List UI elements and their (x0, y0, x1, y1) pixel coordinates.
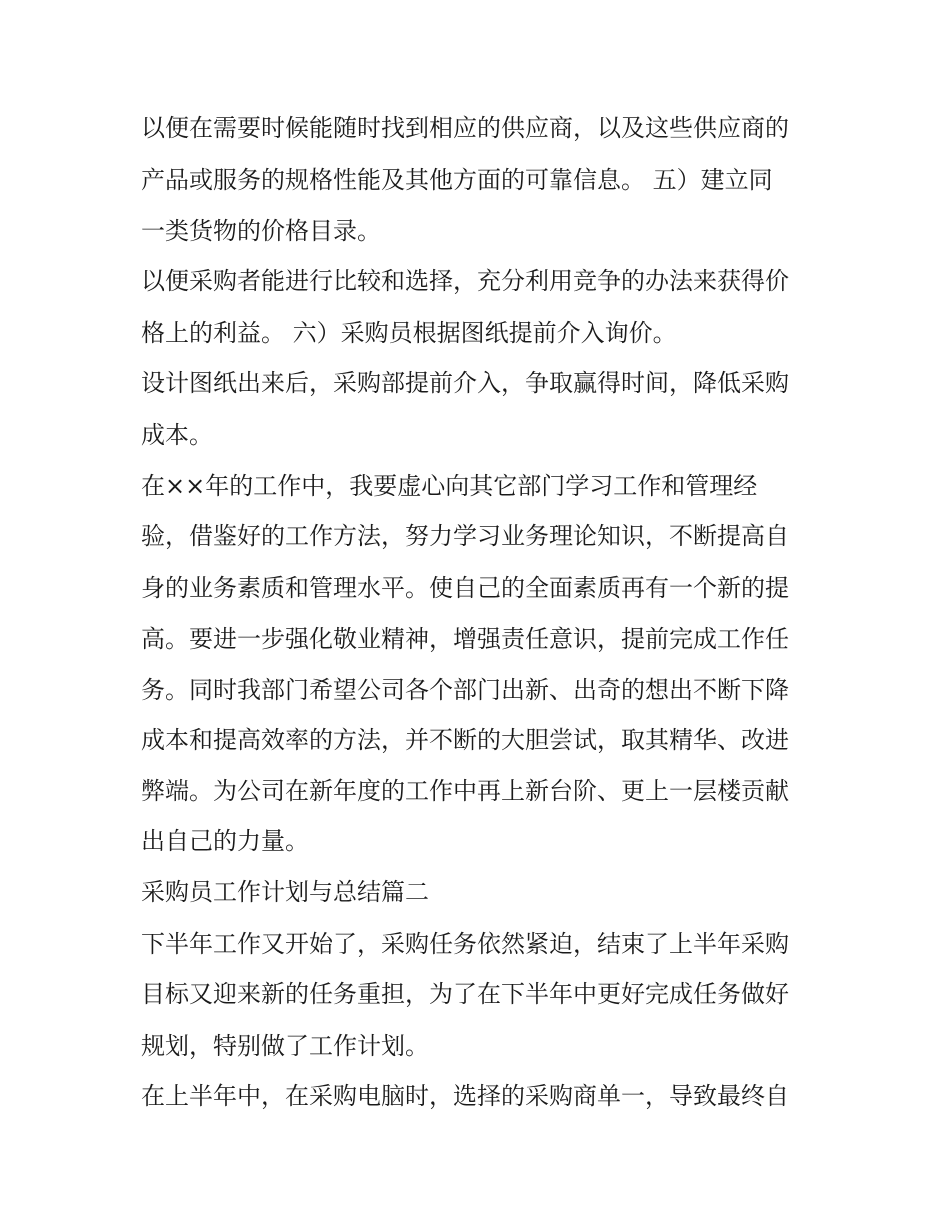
paragraph-line: 验，借鉴好的工作方法，努力学习业务理论知识，不断提高自 (141, 522, 789, 550)
paragraph-line: 在××年的工作中，我要虚心向其它部门学习工作和管理经 (141, 472, 758, 500)
paragraph-line: 高。要进一步强化敬业精神，增强责任意识，提前完成工作任 (141, 625, 789, 653)
paragraph-line: 身的业务素质和管理水平。使自己的全面素质再有一个新的提 (141, 574, 789, 602)
paragraph-line: 务。同时我部门希望公司各个部门出新、出奇的想出不断下降 (141, 676, 789, 704)
paragraph-line: 一类货物的价格目录。 (141, 217, 381, 245)
paragraph-line: 出自己的力量。 (141, 827, 309, 855)
paragraph-line: 以便在需要时候能随时找到相应的供应商，以及这些供应商的 (141, 114, 789, 142)
paragraph-line: 产品或服务的规格性能及其他方面的可靠信息。 五）建立同 (141, 166, 773, 194)
paragraph-line: 规划，特别做了工作计划。 (141, 1032, 429, 1060)
paragraph-line: 设计图纸出来后，采购部提前介入，争取赢得时间，降低采购 (141, 369, 789, 397)
paragraph-line: 以便采购者能进行比较和选择，充分利用竞争的办法来获得价 (141, 267, 789, 295)
section-heading: 采购员工作计划与总结篇二 (141, 878, 429, 906)
paragraph-line: 弊端。为公司在新年度的工作中再上新台阶、更上一层楼贡献 (141, 777, 789, 805)
paragraph-line: 目标又迎来新的任务重担，为了在下半年中更好完成任务做好 (141, 980, 789, 1008)
paragraph-line: 成本。 (141, 421, 213, 449)
paragraph-line: 成本和提高效率的方法，并不断的大胆尝试，取其精华、改进 (141, 726, 789, 754)
paragraph-line: 在上半年中，在采购电脑时，选择的采购商单一，导致最终自 (141, 1082, 789, 1110)
paragraph-line: 下半年工作又开始了，采购任务依然紧迫，结束了上半年采购 (141, 930, 789, 958)
paragraph-line: 格上的利益。 六）采购员根据图纸提前介入询价。 (141, 319, 677, 347)
